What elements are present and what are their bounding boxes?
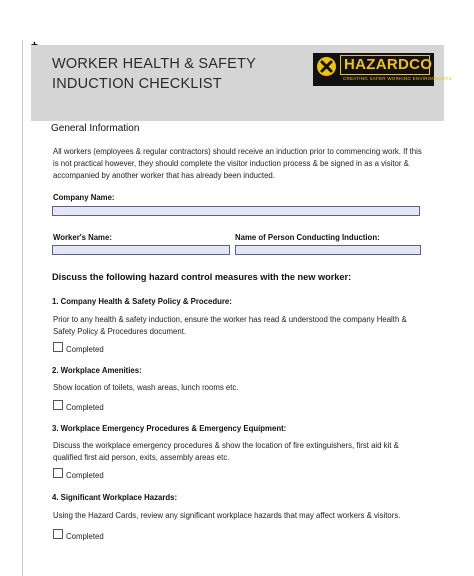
item-1-line: Prior to any health & safety induction, ensure the worker has read & understood the company Health & — [53, 315, 407, 324]
company-name-field[interactable] — [52, 206, 420, 216]
title-line-2: INDUCTION CHECKLIST — [52, 76, 222, 92]
item-3-completed-label: Completed — [66, 471, 104, 480]
item-3-line: qualified first aid person, exits, assembly areas etc. — [53, 453, 230, 462]
general-information-heading: General Information — [51, 123, 140, 134]
item-2-completed-checkbox[interactable] — [53, 400, 63, 410]
item-3-completed-checkbox[interactable] — [53, 468, 63, 478]
item-4-title: 4. Significant Workplace Hazards: — [52, 493, 178, 502]
item-3-title: 3. Workplace Emergency Procedures & Emergency Equipment: — [52, 424, 287, 433]
workers-name-field[interactable] — [52, 245, 230, 255]
logo-tagline: CREATING SAFER WORKING ENVIRONMENTS — [343, 76, 453, 81]
item-2-completed-label: Completed — [66, 403, 104, 412]
hazardco-logo — [313, 53, 453, 86]
page-left-edge — [22, 40, 23, 576]
discuss-heading: Discuss the following hazard control measures with the new worker: — [52, 272, 352, 282]
item-4-completed-label: Completed — [66, 532, 104, 541]
item-1-title: 1. Company Health & Safety Policy & Procedure: — [52, 297, 232, 306]
workers-name-label: Worker's Name: — [53, 233, 112, 242]
person-conducting-field[interactable] — [235, 245, 421, 255]
document-title — [52, 54, 256, 94]
item-2-title: 2. Workplace Amenities: — [52, 366, 142, 375]
x-icon — [317, 57, 336, 76]
general-para-line: All workers (employees & regular contractors) should receive an induction prior to commencing work. If this — [53, 147, 422, 156]
general-para-line: is not practical however, they should complete the visitor induction process & be signed in as a visitor & — [53, 159, 409, 168]
item-4-completed-checkbox[interactable] — [53, 529, 63, 539]
logo-text: HAZARDCO — [344, 56, 433, 73]
item-1-completed-label: Completed — [66, 345, 104, 354]
item-3-line: Discuss the workplace emergency procedures & show the location of fire extinguishers, first aid kit & — [53, 441, 399, 450]
item-4-line: Using the Hazard Cards, review any significant workplace hazards that may affect workers & visitors. — [53, 511, 401, 520]
item-1-completed-checkbox[interactable] — [53, 342, 63, 352]
title-line-1: WORKER HEALTH & SAFETY — [52, 56, 256, 72]
company-name-label: Company Name: — [53, 193, 115, 202]
item-1-line: Safety Policy & Procedures document. — [53, 327, 187, 336]
item-2-line: Show location of toilets, wash areas, lunch rooms etc. — [53, 383, 239, 392]
general-para-line: accompanied by another worker that has already been inducted. — [53, 171, 275, 180]
person-conducting-label: Name of Person Conducting Induction: — [235, 233, 380, 242]
